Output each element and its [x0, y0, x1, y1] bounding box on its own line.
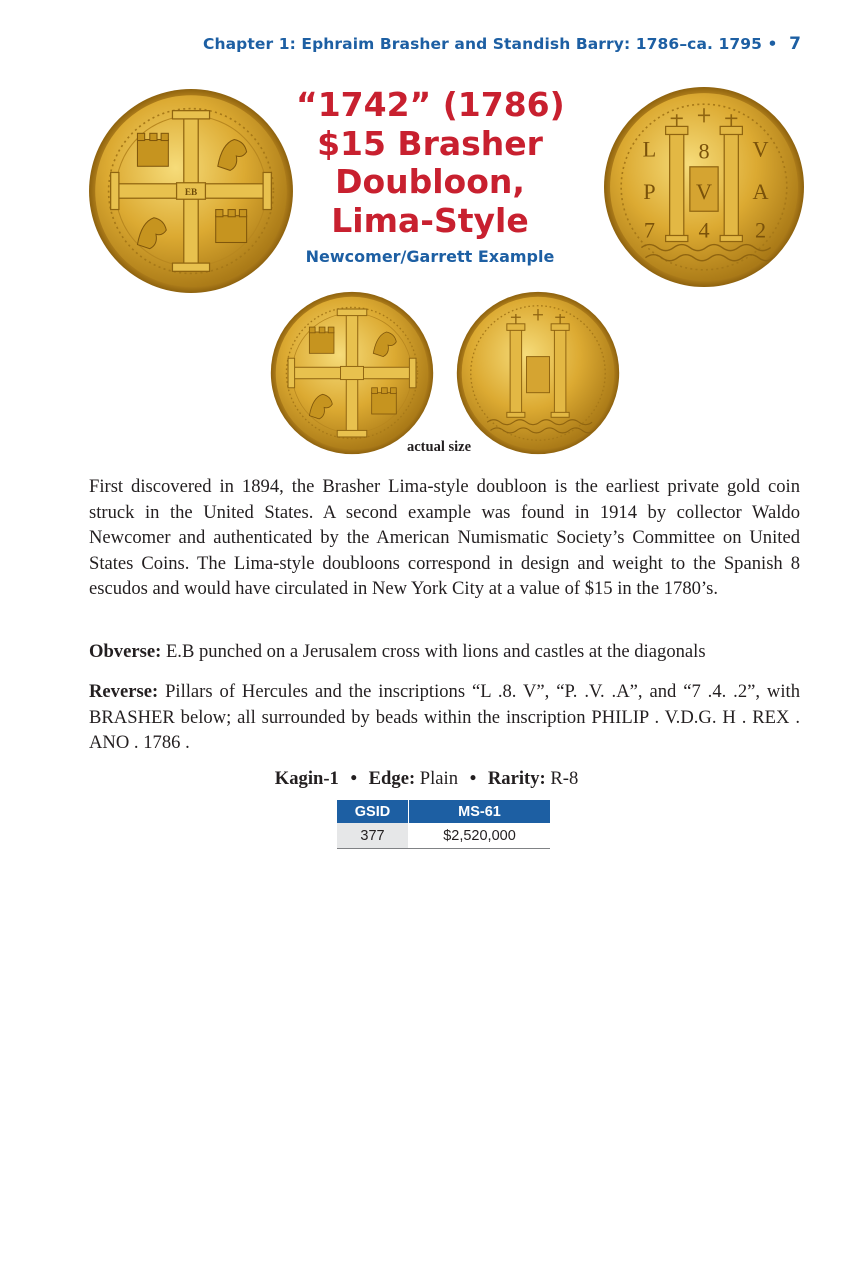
- rarity-label: Rarity:: [487, 768, 546, 789]
- reverse-text: Pillars of Hercules and the inscriptions “L .8. V”, “P. .V. .A”, and “7 .4. .2”, with BRASHER below; all surrounded by beads within the inscription PHILIP . V.D.G. H . REX . ANO . 1786 .: [89, 681, 800, 754]
- catalog-number: Kagin-1: [274, 768, 339, 789]
- meta-bullet-2: •: [469, 768, 477, 789]
- edge-value: Plain: [419, 768, 459, 789]
- title-line-4: Lima-Style: [331, 200, 529, 240]
- reverse-description: [89, 679, 800, 756]
- coin-reverse-large: [603, 86, 805, 288]
- running-title: Chapter 1: Ephraim Brasher and Standish Barry: 1786–ca. 1795: [202, 35, 763, 53]
- table-header-gsid: GSID: [337, 800, 409, 823]
- edge-label: Edge:: [368, 768, 416, 789]
- obverse-description: [89, 639, 800, 665]
- table-header-row: [337, 800, 550, 823]
- coin-title-block: [296, 86, 564, 266]
- title-line-1: “1742” (1786): [296, 85, 565, 124]
- rev-glyph-p: P: [643, 179, 656, 205]
- rev-glyph-2: 2: [755, 217, 767, 243]
- title-line-3: Doubloon,: [335, 162, 525, 201]
- rev-glyph-l: L: [642, 136, 657, 162]
- rev-glyph-7: 7: [643, 217, 656, 243]
- running-head: [60, 34, 801, 54]
- page-number: 7: [789, 34, 801, 54]
- actual-size-caption: actual size: [407, 439, 472, 455]
- rev-glyph-8: 8: [698, 138, 710, 164]
- table-cell-gsid: 377: [337, 823, 409, 849]
- running-head-bullet: •: [767, 35, 778, 53]
- obverse-text: E.B punched on a Jerusalem cross with lions and castles at the diagonals: [165, 641, 706, 662]
- meta-bullet-1: •: [350, 768, 357, 789]
- coin-obverse-actual-size: [270, 291, 434, 455]
- description-paragraph: First discovered in 1894, the Brasher Lima-style doubloon is the earliest private gold coin struck in the United States. A second example was found in 1914 by collector Waldo Newcomer and authenticated by the American Numismatic Society’s Committee on United States Coins. The Lima-style doubloons correspond in design and weight to the Spanish 8 escudos and would have circulated in New York City at a value of $15 in the 1780’s.: [89, 476, 800, 600]
- grade-value-table: [337, 800, 550, 849]
- rev-glyph-v: V: [752, 136, 769, 162]
- catalog-meta-line: [0, 768, 853, 790]
- obverse-label: Obverse:: [89, 641, 162, 662]
- coin-subtitle: Newcomer/Garrett Example: [305, 247, 555, 266]
- obverse-center-glyph: EB: [184, 188, 198, 199]
- coin-obverse-large: [88, 88, 294, 294]
- table-cell-value: $2,520,000: [409, 823, 551, 849]
- title-line-2: $15 Brasher: [317, 123, 543, 163]
- reverse-label: Reverse:: [89, 681, 159, 702]
- rev-glyph-v2: V: [695, 179, 713, 205]
- table-header-ms61: MS-61: [409, 800, 551, 823]
- coin-reverse-actual-size: [456, 291, 620, 455]
- rev-glyph-4: 4: [698, 217, 710, 243]
- rev-glyph-a: A: [752, 179, 769, 205]
- table-row: [337, 823, 550, 849]
- rarity-value: R-8: [550, 768, 579, 789]
